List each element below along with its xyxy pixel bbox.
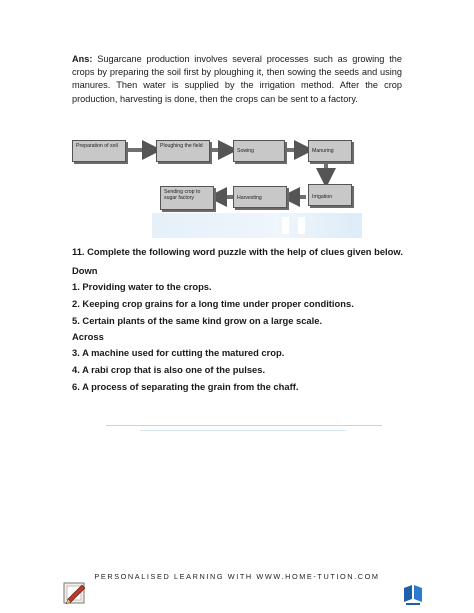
- step-sugar-factory: Sending crop to sugar factory: [160, 186, 214, 210]
- question-title: 11. Complete the following word puzzle with the help of clues given below.: [72, 246, 403, 257]
- clue-down-2: 2. Keeping crop grains for a long time under proper conditions.: [72, 298, 354, 309]
- divider-line: [106, 425, 382, 426]
- home-tution-logo-icon: [400, 582, 426, 608]
- clue-across-6: 6. A process of separating the grain from the chaff.: [72, 381, 299, 392]
- clue-across-4: 4. A rabi crop that is also one of the pulses.: [72, 364, 266, 375]
- across-heading: Across: [72, 331, 104, 342]
- footer-tagline: PERSONALISED LEARNING WITH WWW.HOME-TUTION.COM: [94, 572, 380, 581]
- divider-line: [140, 430, 346, 431]
- step-sowing: Sowing: [233, 140, 285, 162]
- answer-label: Ans:: [72, 54, 93, 64]
- step-harvesting: Harvesting: [233, 186, 287, 208]
- answer-paragraph: [72, 53, 402, 106]
- clue-across-3: 3. A machine used for cutting the matured crop.: [72, 347, 285, 358]
- step-irrigation: Irrigation: [308, 184, 352, 206]
- step-preparation-of-soil: Preparation of soil: [72, 140, 126, 162]
- step-manuring: Manuring: [308, 140, 352, 162]
- pencil-logo-icon: [62, 580, 88, 606]
- flowchart: [70, 130, 360, 230]
- step-ploughing: Ploughing the field: [156, 140, 210, 162]
- clue-down-5: 5. Certain plants of the same kind grow on a large scale.: [72, 315, 323, 326]
- clue-down-1: 1. Providing water to the crops.: [72, 281, 212, 292]
- answer-text: Sugarcane production involves several processes such as growing the crops by preparing the soil first by ploughing it, then sowing the seeds and using manures. Then water is supplied by the irrigation method. After the crop production, harvesting is done, then the crops can be sent to a factory.: [72, 54, 402, 104]
- down-heading: Down: [72, 265, 98, 276]
